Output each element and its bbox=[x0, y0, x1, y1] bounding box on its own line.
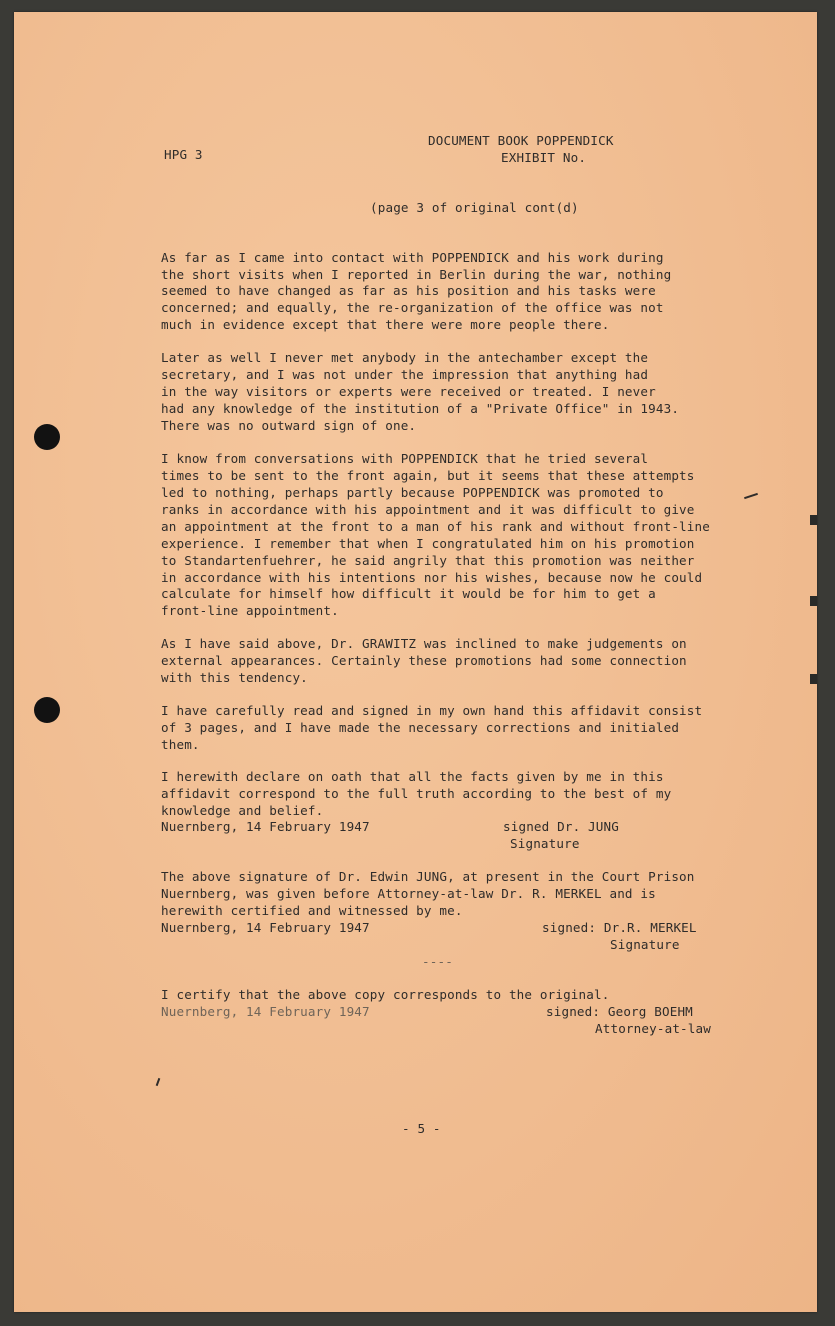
text-line: seemed to have changed as far as his position and his tasks were bbox=[161, 283, 656, 298]
text-line: concerned; and equally, the re-organization of the office was not bbox=[161, 300, 664, 315]
text-line: of 3 pages, and I have made the necessary corrections and initialed bbox=[161, 720, 680, 735]
punch-hole bbox=[34, 697, 60, 723]
place-date: Nuernberg, 14 February 1947 bbox=[161, 819, 370, 834]
text-line: had any knowledge of the institution of a "Private Office" in 1943. bbox=[161, 401, 680, 416]
text-line: I herewith declare on oath that all the facts given by me in this bbox=[161, 769, 664, 784]
text-line: front-line appointment. bbox=[161, 603, 339, 618]
text-line: The above signature of Dr. Edwin JUNG, at present in the Court Prison bbox=[161, 869, 695, 884]
text-line: I have carefully read and signed in my own hand this affidavit consist bbox=[161, 703, 703, 718]
text-line: much in evidence except that there were more people there. bbox=[161, 317, 610, 332]
text-line: in accordance with his intentions nor his wishes, because now he could bbox=[161, 570, 703, 585]
text-line: I know from conversations with POPPENDICK that he tried several bbox=[161, 451, 649, 466]
text-line: with this tendency. bbox=[161, 670, 308, 685]
ink-mark bbox=[744, 493, 758, 499]
book-title: DOCUMENT BOOK POPPENDICK bbox=[428, 133, 614, 148]
document-ref: HPG 3 bbox=[164, 147, 203, 162]
page-number: - 5 - bbox=[402, 1121, 441, 1136]
text-line: calculate for himself how difficult it would be for him to get a bbox=[161, 586, 656, 601]
text-line: As I have said above, Dr. GRAWITZ was inclined to make judgements on bbox=[161, 636, 687, 651]
text-line: the short visits when I reported in Berlin during the war, nothing bbox=[161, 267, 672, 282]
text-line: experience. I remember that when I congratulated him on his promotion bbox=[161, 536, 695, 551]
punch-hole bbox=[34, 424, 60, 450]
text-line: There was no outward sign of one. bbox=[161, 418, 417, 433]
text-line: As far as I came into contact with POPPENDICK and his work during bbox=[161, 250, 664, 265]
signature-label: Signature bbox=[610, 937, 680, 952]
signed-name: signed Dr. JUNG bbox=[503, 819, 619, 834]
separator: ---- bbox=[422, 954, 453, 969]
attorney-title: Attorney-at-law bbox=[595, 1021, 711, 1036]
exhibit-number: EXHIBIT No. bbox=[501, 150, 587, 165]
text-line: knowledge and belief. bbox=[161, 803, 324, 818]
binder-tab bbox=[810, 674, 817, 684]
text-line: an appointment at the front to a man of his rank and without front-line bbox=[161, 519, 710, 534]
ink-mark bbox=[156, 1078, 161, 1086]
text-line: external appearances. Certainly these promotions had some connection bbox=[161, 653, 687, 668]
signed-name: signed: Dr.R. MERKEL bbox=[542, 920, 697, 935]
text-line: affidavit correspond to the full truth according to the best of my bbox=[161, 786, 672, 801]
text-line: led to nothing, perhaps partly because POPPENDICK was promoted to bbox=[161, 485, 664, 500]
text-line: to Standartenfuehrer, he said angrily that this promotion was neither bbox=[161, 553, 695, 568]
text-line: them. bbox=[161, 737, 200, 752]
place-date: Nuernberg, 14 February 1947 bbox=[161, 920, 370, 935]
signed-name: signed: Georg BOEHM bbox=[546, 1004, 693, 1019]
text-line: secretary, and I was not under the impression that anything had bbox=[161, 367, 649, 382]
binder-tab bbox=[810, 515, 817, 525]
copy-certificate-text: I certify that the above copy corresponds to the original. bbox=[161, 987, 610, 1002]
text-line: ranks in accordance with his appointment and it was difficult to give bbox=[161, 502, 695, 517]
text-line: herewith certified and witnessed by me. bbox=[161, 903, 463, 918]
place-date: Nuernberg, 14 February 1947 bbox=[161, 1004, 370, 1019]
text-line: in the way visitors or experts were received or treated. I never bbox=[161, 384, 656, 399]
text-line: Later as well I never met anybody in the antechamber except the bbox=[161, 350, 649, 365]
text-line: times to be sent to the front again, but it seems that these attempts bbox=[161, 468, 695, 483]
page-note: (page 3 of original cont(d) bbox=[370, 200, 579, 215]
binder-tab bbox=[810, 596, 817, 606]
document-page bbox=[14, 12, 817, 1312]
text-line: Nuernberg, was given before Attorney-at-law Dr. R. MERKEL and is bbox=[161, 886, 656, 901]
signature-label: Signature bbox=[510, 836, 580, 851]
